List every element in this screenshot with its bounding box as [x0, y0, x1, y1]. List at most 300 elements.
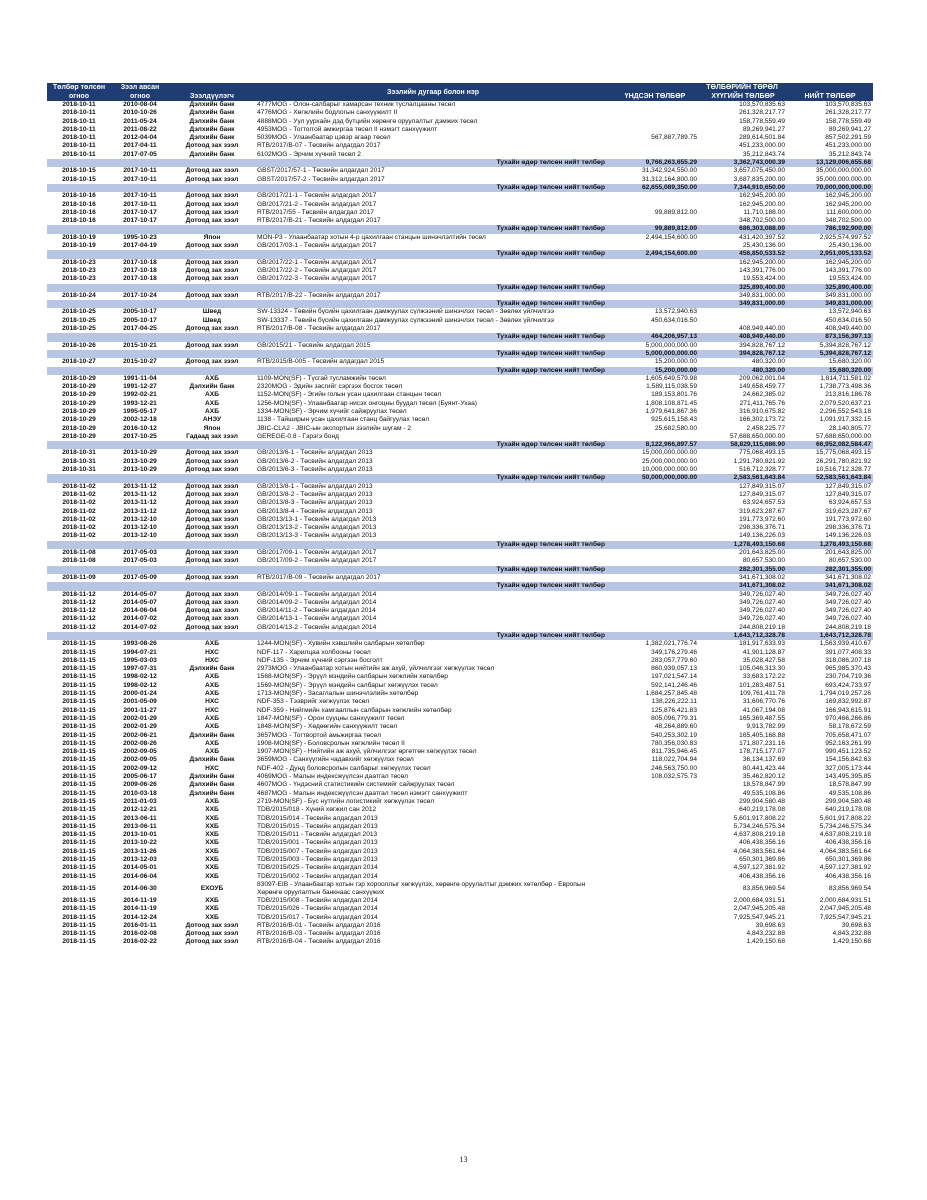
interest-cell: 341,671,308.02 — [739, 573, 785, 581]
loan-date-cell: 2017-04-19 — [123, 242, 157, 250]
payment-date-cell: 2018-11-15 — [62, 938, 96, 946]
subtotal-label: Тухайн өдөр төлсөн нийт төлбөр — [47, 184, 611, 192]
header-loan-date: Зээл авсан огноо — [111, 83, 169, 101]
principal-cell — [611, 881, 699, 897]
loan-name-cell: 3657MOG - Тогтвортой амьжиргаа төсөл — [257, 731, 381, 739]
loan-name-cell: 1256-MON(SF) - Улаанбаатар нисэх онгоцны буудал төсөл (Буянт-Ухаа) — [257, 399, 477, 407]
payment-date-cell: 2018-10-11 — [62, 109, 96, 117]
table-row — [47, 831, 873, 839]
lender-cell: АХБ — [205, 640, 219, 648]
loan-name-cell: TDB/2015/008 - Төсвийн алдагдал 2014 — [257, 896, 378, 904]
table-row — [47, 640, 873, 648]
debt-payment-table — [47, 83, 873, 947]
table-row — [47, 839, 873, 847]
loan-name-cell: MON-P3 - Улаанбаатар хотын 4-р цахилгаан станцын шинэчлэлтийн төсөл — [257, 233, 486, 241]
loan-date-cell: 2017-10-18 — [123, 258, 157, 266]
interest-cell: 162,945,200.00 — [739, 258, 785, 266]
principal-cell — [611, 532, 699, 540]
total-cell: 857,502,291.59 — [825, 134, 872, 142]
loan-name-cell: GB/2014/13-2 - Төсвийн алдагдал 2014 — [257, 623, 377, 631]
total-cell: 318,086,207.18 — [825, 656, 872, 664]
subtotal-interest: 349,831,000.00 — [699, 300, 787, 308]
total-cell: 1,814,711,581.02 — [820, 374, 872, 382]
lender-cell: ХХБ — [205, 847, 219, 855]
payment-date-cell: 2018-10-16 — [62, 200, 96, 208]
table-row — [47, 375, 873, 383]
interest-cell: 80,657,530.00 — [742, 557, 785, 565]
total-cell: 244,808,219.18 — [825, 623, 872, 631]
payment-date-cell: 2018-10-15 — [62, 167, 96, 175]
total-cell: 162,945,200.00 — [825, 200, 872, 208]
payment-date-cell: 2018-11-15 — [62, 847, 96, 855]
lender-cell: Дэлхийн банк — [189, 731, 235, 739]
principal-cell: 1,808,108,871.45 — [645, 399, 697, 407]
loan-name-cell: GB/2017/03-1 - Төсвийн алдагдал 2017 — [257, 242, 377, 250]
loan-date-cell: 2012-12-21 — [123, 806, 157, 814]
loan-name-cell: GB/2013/6-1 - Төсвийн алдагдал 2013 — [257, 449, 373, 457]
interest-cell: 480,320.00 — [751, 358, 785, 366]
subtotal-total: 873,156,397.13 — [787, 333, 873, 341]
interest-cell: 7,925,547,945.21 — [733, 913, 785, 921]
principal-cell — [611, 815, 699, 823]
interest-cell: 33,683,172.22 — [742, 673, 785, 681]
loan-name-cell: 4687MOG - Малын индексжүүлсэн даатгал төсөл нэмэгт санхүүжилт — [257, 789, 468, 797]
total-cell: 406,438,356.16 — [825, 872, 872, 880]
loan-date-cell: 1998-02-12 — [123, 673, 157, 681]
table-row — [47, 732, 873, 740]
table-header — [47, 83, 873, 101]
table-row — [47, 516, 873, 524]
loan-name-cell: 6102MOG - Эрчим хүчний төсөл 2 — [257, 150, 361, 158]
table-row — [47, 508, 873, 516]
table-row — [47, 325, 873, 333]
payment-date-cell: 2018-11-02 — [62, 490, 96, 498]
header-principal: ҮНДСЭН ТӨЛБӨР — [611, 92, 699, 101]
table-row — [47, 383, 873, 391]
interest-cell: 4,637,808,219.18 — [733, 831, 785, 839]
payment-date-cell: 2018-11-15 — [62, 764, 96, 772]
interest-cell: 2,458,225.77 — [746, 424, 785, 432]
payment-date-cell: 2018-10-11 — [62, 142, 96, 150]
loan-name-cell: GBST/2017/57-1 - Төсвийн алдагдал 2017 — [257, 167, 385, 175]
principal-cell — [611, 151, 699, 159]
total-cell: 650,301,369.86 — [825, 856, 872, 864]
payment-date-cell: 2018-10-29 — [62, 432, 96, 440]
payment-date-cell: 2018-11-15 — [62, 814, 96, 822]
interest-cell — [699, 317, 787, 325]
subtotal-interest: 2,583,561,643.84 — [699, 474, 787, 482]
interest-cell: 143,391,776.00 — [739, 266, 785, 274]
principal-cell: 780,356,030.83 — [651, 739, 697, 747]
payment-date-cell: 2018-11-02 — [62, 499, 96, 507]
lender-cell: Япон — [203, 233, 221, 241]
table-row — [47, 873, 873, 881]
subtotal-principal: 9,766,263,655.29 — [611, 159, 699, 167]
total-cell: 391,077,408.33 — [825, 648, 872, 656]
payment-date-cell: 2018-10-29 — [62, 399, 96, 407]
loan-date-cell: 2002-09-12 — [123, 764, 157, 772]
lender-cell: НХС — [205, 698, 219, 706]
interest-cell: 127,849,315.07 — [739, 482, 785, 490]
loan-date-cell: 2013-11-12 — [123, 490, 157, 498]
lender-cell: ХХБ — [205, 896, 219, 904]
payment-date-cell: 2018-11-08 — [62, 549, 96, 557]
lender-cell: Дотоод зах зээл — [185, 590, 239, 598]
lender-cell: Дотоод зах зээл — [185, 217, 239, 225]
table-row — [47, 201, 873, 209]
loan-date-cell: 2009-06-26 — [123, 781, 157, 789]
loan-name-cell: JBIC-CLA2 - JBIC-ын экспортын зээлийн шугам - 2 — [257, 424, 412, 432]
total-cell: 5,734,246,575.34 — [819, 822, 872, 830]
principal-cell — [611, 201, 699, 209]
loan-date-cell: 2015-10-27 — [123, 358, 157, 366]
loan-name-cell: 4776MOG - Хөгжлийн бодлогын санхүүжилт II — [257, 109, 398, 117]
subtotal-total: 1,278,493,150.68 — [787, 541, 873, 549]
table-row — [47, 400, 873, 408]
loan-date-cell: 2017-10-11 — [123, 192, 157, 200]
loan-date-cell: 2017-10-18 — [123, 275, 157, 283]
total-cell: 4,064,383,561.64 — [819, 847, 872, 855]
interest-cell: 289,614,501.84 — [739, 134, 785, 142]
payment-date-cell: 2018-10-16 — [62, 192, 96, 200]
interest-cell: 83,856,969.54 — [742, 884, 785, 892]
payment-date-cell: 2018-11-08 — [62, 557, 96, 565]
payment-date-cell: 2018-11-15 — [62, 797, 96, 805]
payment-date-cell: 2018-10-29 — [62, 374, 96, 382]
subtotal-total: 325,890,400.00 — [787, 284, 873, 292]
payment-date-cell: 2018-11-15 — [62, 656, 96, 664]
header-total: НИЙТ ТӨЛБӨР — [787, 92, 873, 101]
lender-cell: Дэлхийн банк — [189, 781, 235, 789]
subtotal-row — [47, 184, 873, 192]
total-cell: 213,816,186.78 — [825, 391, 872, 399]
payment-date-cell: 2018-11-15 — [62, 690, 96, 698]
interest-cell: 2,000,684,931.51 — [733, 896, 785, 904]
payment-date-cell: 2018-10-31 — [62, 457, 96, 465]
interest-cell: 3,657,075,450.00 — [733, 167, 785, 175]
total-cell: 261,328,217.77 — [825, 109, 872, 117]
loan-date-cell: 2017-05-09 — [123, 573, 157, 581]
payment-date-cell: 2018-10-15 — [62, 175, 96, 183]
loan-date-cell: 2010-10-26 — [123, 109, 157, 117]
total-cell: 7,925,547,945.21 — [819, 913, 872, 921]
interest-cell: 19,553,424.00 — [742, 275, 785, 283]
subtotal-total: 786,192,900.00 — [787, 225, 873, 233]
total-cell: 28,140,805.77 — [828, 424, 872, 432]
lender-cell: Япон — [203, 424, 221, 432]
lender-cell: Дэлхийн банк — [189, 665, 235, 673]
subtotal-interest: 394,828,767.12 — [699, 350, 787, 358]
loan-name-cell: GB/2013/13-3 - Төсвийн алдагдал 2013 — [257, 532, 377, 540]
loan-date-cell: 2013-12-10 — [123, 515, 157, 523]
principal-cell: 540,253,302.19 — [651, 731, 697, 739]
loan-name-cell: GB/2013/6-2 - Төсвийн алдагдал 2013 — [257, 457, 373, 465]
subtotal-label: Тухайн өдөр төлсөн нийт төлбөр — [47, 350, 611, 358]
interest-cell: 4,597,127,381.92 — [733, 864, 785, 872]
payment-date-cell: 2018-11-15 — [62, 905, 96, 913]
principal-cell — [611, 781, 699, 789]
interest-cell: 299,904,580.48 — [739, 797, 785, 805]
loan-date-cell: 2017-10-18 — [123, 266, 157, 274]
principal-cell: 246,563,750.00 — [651, 764, 697, 772]
principal-cell — [611, 897, 699, 905]
total-cell: 406,438,356.16 — [825, 839, 872, 847]
loan-name-cell: 83097-EIB - Улаанбаатар хотын гэр хорооллыг хөгжүүлэх, хөрөнгө оруулалтыг дэмжих хөтөлбөр - Европын Хөрөнгө оруулалтын банкнаас санхүүжих — [257, 880, 586, 896]
total-cell: 4,597,127,381.92 — [819, 864, 872, 872]
principal-cell — [611, 848, 699, 856]
lender-cell: Швед — [202, 308, 222, 316]
subtotal-total: 2,951,005,133.52 — [787, 250, 873, 258]
total-cell: 408,949,440.00 — [825, 325, 872, 333]
principal-cell — [611, 433, 699, 441]
table-row — [47, 624, 873, 632]
subtotal-total: 15,680,320.00 — [787, 367, 873, 375]
total-cell: 2,925,574,997.52 — [819, 233, 872, 241]
subtotal-principal — [611, 300, 699, 308]
principal-cell: 138,226,222.11 — [651, 698, 697, 706]
subtotal-row — [47, 300, 873, 308]
table-row — [47, 864, 873, 872]
interest-cell: 158,778,559.49 — [739, 117, 785, 125]
payment-date-cell: 2018-11-02 — [62, 515, 96, 523]
payment-date-cell: 2018-10-29 — [62, 416, 96, 424]
principal-cell — [611, 491, 699, 499]
interest-cell: 298,336,376.71 — [739, 524, 785, 532]
loan-name-cell: 2973MOG - Улаанбаатар хотын нийтийн аж ахуй, үйлчилгээг хөгжүүлэх төсөл — [257, 665, 495, 673]
total-cell: 1,794,019,257.26 — [819, 690, 872, 698]
subtotal-interest: 408,949,440.00 — [699, 333, 787, 341]
loan-date-cell: 2017-04-11 — [123, 142, 157, 150]
loan-date-cell: 2013-10-01 — [123, 831, 157, 839]
table-row — [47, 856, 873, 864]
loan-date-cell: 2014-06-04 — [123, 607, 157, 615]
principal-cell: 108,032,575.73 — [651, 773, 697, 781]
table-row — [47, 591, 873, 599]
interest-cell: 1,429,150.68 — [746, 938, 785, 946]
loan-name-cell: GB/2017/21-2 - Төсвийн алдагдал 2017 — [257, 200, 377, 208]
loan-date-cell: 2005-10-17 — [123, 316, 157, 324]
lender-cell: Дэлхийн банк — [189, 109, 235, 117]
payment-date-cell: 2018-10-23 — [62, 275, 96, 283]
loan-name-cell: TDB/2015/011 - Төсвийн алдагдал 2013 — [257, 831, 378, 839]
total-cell: 63,924,657.53 — [828, 499, 872, 507]
principal-cell: 31,312,164,800.00 — [641, 175, 697, 183]
principal-cell — [611, 831, 699, 839]
principal-cell: 31,342,924,550.00 — [641, 167, 697, 175]
total-cell: 5,601,917,808.22 — [819, 814, 872, 822]
lender-cell: ХХБ — [205, 856, 219, 864]
subtotal-row — [47, 474, 873, 482]
principal-cell: 189,153,801.76 — [651, 391, 697, 399]
interest-cell: 41,901,128.87 — [742, 648, 785, 656]
lender-cell: Дэлхийн банк — [189, 773, 235, 781]
table-row — [47, 192, 873, 200]
principal-cell — [611, 292, 699, 300]
loan-name-cell: RTB/2017/B-07 - Төсвийн алдагдал 2017 — [257, 142, 381, 150]
lender-cell: Дотоод зах зээл — [185, 341, 239, 349]
interest-cell: 24,662,385.02 — [742, 391, 785, 399]
loan-name-cell: NDF-359 - Нийгмийн хамгааллын салбарын хөгжлийн хөтөлбөр — [257, 706, 452, 714]
loan-name-cell: GB/2017/09-2 - Төсвийн алдагдал 2017 — [257, 557, 377, 565]
subtotal-row — [47, 566, 873, 574]
total-cell: 149,136,226.03 — [825, 532, 872, 540]
subtotal-label: Тухайн өдөр төлсөн нийт төлбөр — [47, 159, 611, 167]
loan-date-cell: 2017-10-24 — [123, 291, 157, 299]
subtotal-row — [47, 367, 873, 375]
table-row — [47, 881, 873, 897]
loan-name-cell: 1109-MON(SF) - Түсгай тусламжийн төсөл — [257, 374, 386, 382]
total-cell: 299,904,580.48 — [825, 797, 872, 805]
payment-date-cell: 2018-11-12 — [62, 615, 96, 623]
interest-cell: 105,046,313.30 — [739, 665, 785, 673]
loan-date-cell: 1995-03-03 — [123, 656, 157, 664]
lender-cell: Дотоод зах зээл — [185, 499, 239, 507]
payment-date-cell: 2018-11-15 — [62, 773, 96, 781]
interest-cell: 178,715,177.07 — [739, 748, 785, 756]
principal-cell — [611, 259, 699, 267]
payment-date-cell: 2018-11-12 — [62, 607, 96, 615]
lender-cell: ЕХОУБ — [200, 884, 224, 892]
table-row — [47, 707, 873, 715]
payment-date-cell: 2018-11-15 — [62, 739, 96, 747]
principal-cell — [611, 325, 699, 333]
principal-cell: 15,000,000,000.00 — [641, 449, 697, 457]
payment-date-cell: 2018-10-16 — [62, 208, 96, 216]
loan-name-cell: GB/2013/13-1 - Төсвийн алдагдал 2013 — [257, 515, 377, 523]
loan-name-cell: 1569-MON(SF) - Эрүүл мэндийн салбарыг хөгжүүлэх төсөл — [257, 681, 438, 689]
payment-date-cell: 2018-11-15 — [62, 921, 96, 929]
total-cell: 349,726,027.40 — [825, 598, 872, 606]
subtotal-label: Тухайн өдөр төлсөн нийт төлбөр — [47, 541, 611, 549]
total-cell: 111,600,000.00 — [826, 208, 872, 216]
loan-date-cell: 2011-01-03 — [123, 797, 157, 805]
loan-date-cell: 2013-11-12 — [123, 482, 157, 490]
subtotal-principal: 464,206,957.13 — [611, 333, 699, 341]
loan-name-cell: RTB/2017/B-22 - Төсвийн алдагдал 2017 — [257, 291, 381, 299]
subtotal-principal: 99,889,812.00 — [611, 225, 699, 233]
loan-name-cell: 2719-MON(SF) - Бүс нутгийн логистикийг хөгжүүлэх төсөл — [257, 797, 435, 805]
loan-name-cell: RTB/2015/B-005 - Төсвийн алдагдал 2015 — [257, 358, 385, 366]
loan-date-cell: 2013-10-29 — [123, 457, 157, 465]
loan-date-cell: 2017-05-03 — [123, 549, 157, 557]
table-row — [47, 549, 873, 557]
table-row — [47, 922, 873, 930]
table-row — [47, 259, 873, 267]
subtotal-total: 66,952,082,584.47 — [787, 441, 873, 449]
table-row — [47, 649, 873, 657]
loan-date-cell: 2016-02-08 — [123, 930, 157, 938]
loan-name-cell: GB/2013/8-1 - Төсвийн алдагдал 2013 — [257, 482, 373, 490]
total-cell: 1,091,917,332.15 — [819, 416, 872, 424]
total-cell: 143,495,395.85 — [825, 773, 872, 781]
payment-date-cell: 2018-10-27 — [62, 358, 96, 366]
principal-cell: 811,735,946.45 — [651, 748, 697, 756]
payment-date-cell: 2018-11-12 — [62, 598, 96, 606]
lender-cell: ХХБ — [205, 872, 219, 880]
principal-cell — [611, 192, 699, 200]
lender-cell: Дотоод зах зээл — [185, 175, 239, 183]
payment-date-cell: 2018-11-15 — [62, 714, 96, 722]
total-cell: 349,726,027.40 — [825, 590, 872, 598]
interest-cell: 162,945,200.00 — [739, 200, 785, 208]
loan-date-cell: 2016-10-12 — [123, 424, 157, 432]
lender-cell: АХБ — [205, 797, 219, 805]
principal-cell — [611, 508, 699, 516]
loan-date-cell: 2000-01-24 — [123, 690, 157, 698]
loan-name-cell: 1908-MON(SF) - Боловсролын хөгжлийн төсөл II — [257, 739, 405, 747]
total-cell: 191,773,972.60 — [825, 515, 872, 523]
loan-name-cell: 5039MOG - Улаанбаатар цэвэр агаар төсөл — [257, 134, 391, 142]
loan-name-cell: NDF-353 - Тээврийг хөгжүүлэх төсөл — [257, 698, 370, 706]
subtotal-total: 52,583,561,643.84 — [787, 474, 873, 482]
lender-cell: Дэлхийн банк — [189, 383, 235, 391]
payment-date-cell: 2018-11-15 — [62, 806, 96, 814]
subtotal-row — [47, 250, 873, 258]
subtotal-total: 341,671,308.02 — [787, 582, 873, 590]
principal-cell — [611, 930, 699, 938]
subtotal-label: Тухайн өдөр төлсөн нийт төлбөр — [47, 367, 611, 375]
payment-date-cell: 2018-10-29 — [62, 391, 96, 399]
loan-date-cell: 2002-09-05 — [123, 748, 157, 756]
loan-name-cell: GB/2014/11-2 - Төсвийн алдагдал 2014 — [257, 607, 376, 615]
loan-name-cell: 1847-MON(SF) - Орон сууцны санхүүжилт төсөл — [257, 714, 405, 722]
loan-name-cell: NDF-135 - Эрчим хүчний сэргээн босголт — [257, 656, 383, 664]
total-cell: 298,336,376.71 — [825, 524, 872, 532]
total-cell: 2,079,520,637.21 — [819, 399, 872, 407]
lender-cell: АХБ — [205, 748, 219, 756]
total-cell: 201,643,825.00 — [825, 549, 872, 557]
loan-date-cell: 1995-10-23 — [123, 233, 157, 241]
principal-cell — [611, 790, 699, 798]
lender-cell: НХС — [205, 764, 219, 772]
principal-cell: 567,887,789.75 — [651, 134, 697, 142]
total-cell: 103,570,835.63 — [825, 101, 872, 108]
subtotal-interest: 58,829,115,686.90 — [699, 441, 787, 449]
loan-date-cell: 2002-06-21 — [123, 731, 157, 739]
principal-cell: 10,000,000,000.00 — [641, 466, 697, 474]
lender-cell: АХБ — [205, 399, 219, 407]
loan-name-cell: 4953MOG - Тогтоггой амжиргаа төсөл II нэмэгт санхүүжилт — [257, 125, 438, 133]
table-row — [47, 781, 873, 789]
total-cell: 35,000,000,000.00 — [816, 167, 872, 175]
lender-cell: Дэлхийн банк — [189, 150, 235, 158]
principal-cell — [611, 806, 699, 814]
total-cell: 166,943,615.91 — [825, 706, 872, 714]
interest-cell: 9,913,782.99 — [746, 723, 785, 731]
interest-cell: 11,710,188.00 — [743, 208, 785, 216]
table-row — [47, 790, 873, 798]
interest-cell: 349,726,027.40 — [739, 598, 785, 606]
table-row — [47, 151, 873, 159]
payment-date-cell: 2018-11-15 — [62, 822, 96, 830]
lender-cell: НХС — [205, 706, 219, 714]
table-row — [47, 317, 873, 325]
lender-cell: Дотоод зах зээл — [185, 573, 239, 581]
principal-cell — [611, 864, 699, 872]
subtotal-principal: 50,000,000,000.00 — [611, 474, 699, 482]
table-row — [47, 607, 873, 615]
subtotal-label: Тухайн өдөр төлсөн нийт төлбөр — [47, 566, 611, 574]
subtotal-row — [47, 225, 873, 233]
table-row — [47, 665, 873, 673]
interest-cell: 166,302,173.72 — [739, 416, 785, 424]
lender-cell: ХХБ — [205, 814, 219, 822]
total-cell: 2,000,684,931.51 — [819, 896, 872, 904]
lender-cell: АХБ — [205, 723, 219, 731]
payment-date-cell: 2018-11-15 — [62, 789, 96, 797]
loan-name-cell: 1848-MON(SF) - Хөдөөгийн санхүүжилт төсөл — [257, 723, 398, 731]
interest-cell: 406,438,356.16 — [739, 872, 785, 880]
